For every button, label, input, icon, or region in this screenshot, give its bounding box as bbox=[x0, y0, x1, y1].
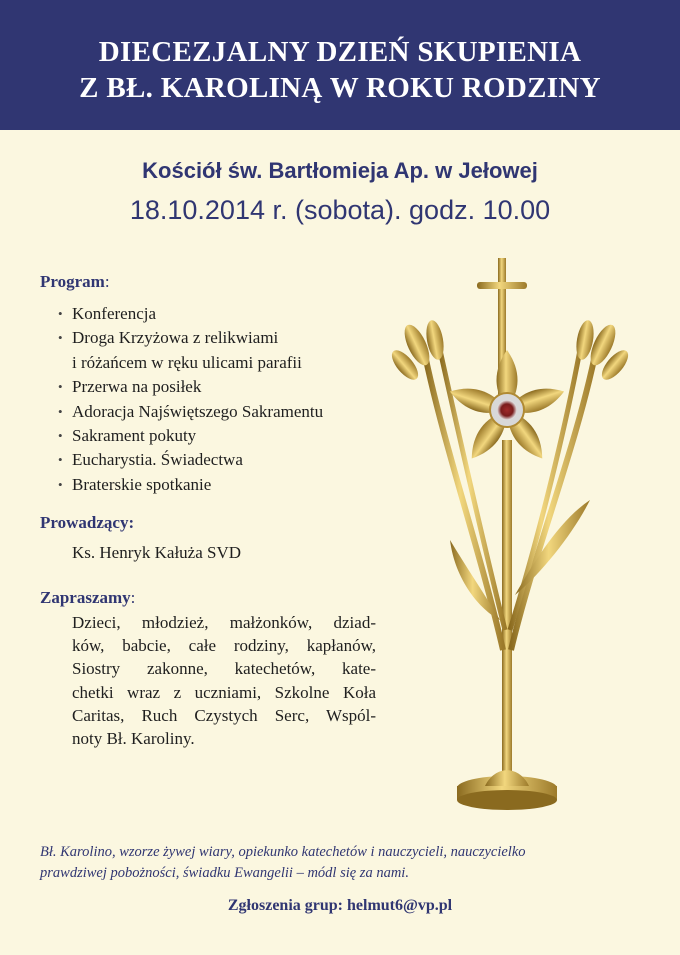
prayer-line: prawdziwej pobożności, świadku Ewangelii – módl się za nami. bbox=[40, 865, 409, 881]
invite-line: noty Bł. Karoliny. bbox=[72, 729, 195, 749]
program-list bbox=[58, 302, 323, 497]
program-heading: Program: bbox=[40, 272, 110, 291]
leader-heading: Prowadzący: bbox=[40, 513, 135, 532]
program-item-continuation: i różańcem w ręku ulicami parafii bbox=[72, 352, 302, 372]
header-banner bbox=[0, 0, 680, 130]
invite-heading-text: Zapraszamy bbox=[40, 588, 131, 607]
program-item: • Przerwa na posiłek bbox=[58, 375, 323, 399]
prayer-text bbox=[40, 842, 640, 884]
invite-text bbox=[72, 611, 376, 750]
invite-line: Caritas, Ruch Czystych Serc, Wspól- bbox=[72, 705, 376, 725]
venue-title: Kościół św. Bartłomieja Ap. w Jełowej bbox=[142, 158, 538, 183]
program-item bbox=[58, 326, 323, 375]
invite-line: chetki wraz z uczniami, Szkolne Koła bbox=[72, 682, 376, 702]
program-item: • Eucharystia. Świadectwa bbox=[58, 448, 323, 472]
program-heading-text: Program bbox=[40, 272, 105, 291]
contact-line: Zgłoszenia grup: helmut6@vp.pl bbox=[227, 897, 453, 914]
leader-name: Ks. Henryk Kałuża SVD bbox=[72, 543, 242, 562]
header-title-line2: Z BŁ. KAROLINĄ W ROKU RODZINY bbox=[79, 72, 601, 104]
header-title-line1: DIECEZJALNY DZIEŃ SKUPIENIA bbox=[98, 36, 582, 68]
program-item: • Braterskie spotkanie bbox=[58, 473, 323, 497]
program-item: • Adoracja Najświętszego Sakramentu bbox=[58, 400, 323, 424]
invite-heading: Zapraszamy: bbox=[40, 588, 136, 607]
invite-line: Siostry zakonne, katechetów, kate- bbox=[72, 659, 376, 679]
program-item: • Konferencja bbox=[58, 302, 323, 326]
prayer-line: Bł. Karolino, wzorze żywej wiary, opiekunko katechetów i nauczycieli, nauczycielko bbox=[40, 844, 526, 860]
invite-line: Dzieci, młodzież, małżonków, dziad- bbox=[72, 613, 376, 632]
reliquary-icon bbox=[385, 250, 635, 815]
program-item-text: Droga Krzyżowa z relikwiami bbox=[72, 328, 279, 348]
invite-line: ków, babcie, całe rodziny, kapłanów, bbox=[72, 636, 376, 656]
program-item: • Sakrament pokuty bbox=[58, 424, 323, 448]
event-datetime: 18.10.2014 r. (sobota). godz. 10.00 bbox=[129, 195, 551, 225]
